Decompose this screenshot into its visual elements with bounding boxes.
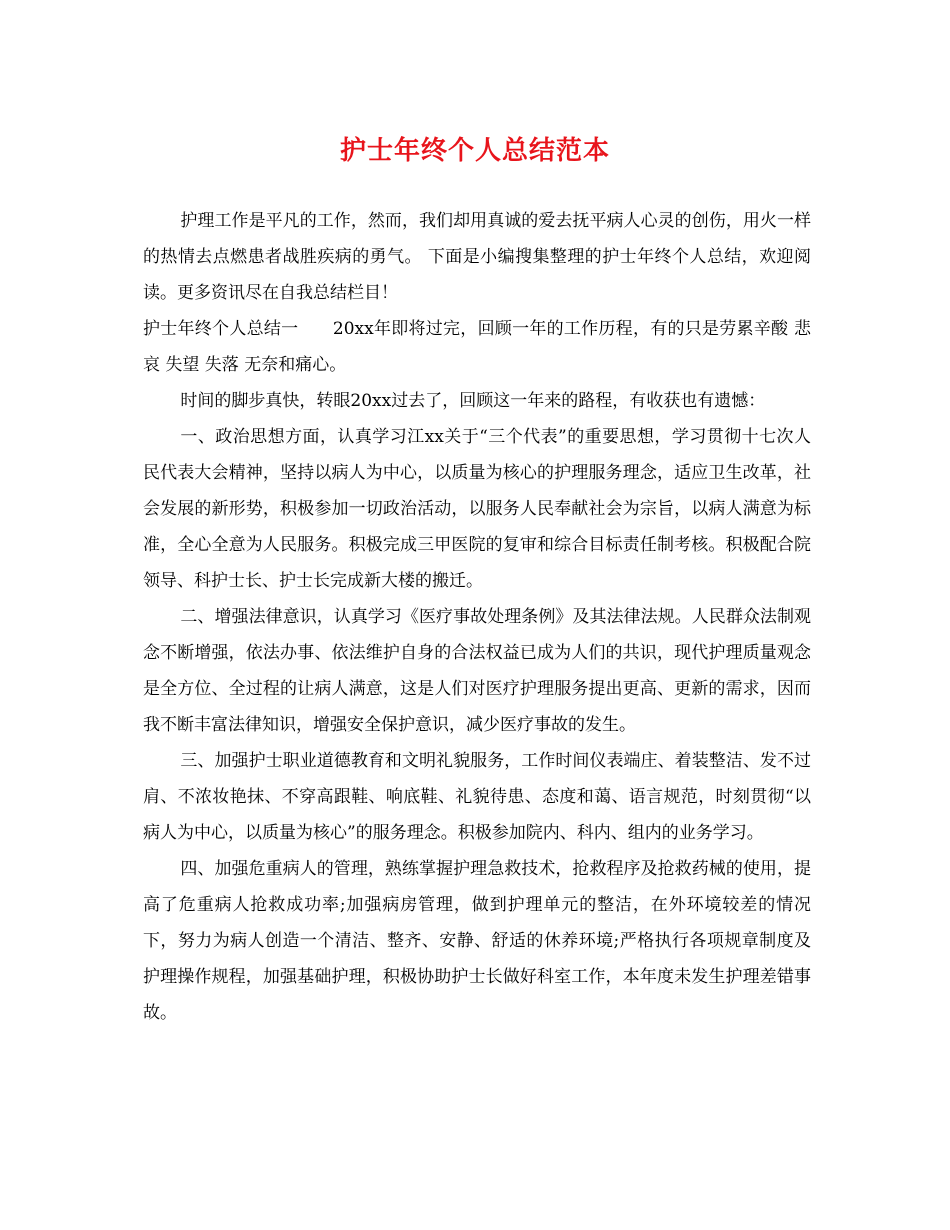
paragraph: 三、加强护士职业道德教育和文明礼貌服务，工作时间仪表端庄、着装整洁、发不过肩、不浓妆艳抹、不穿高跟鞋、响底鞋、礼貌待患、态度和蔼、语言规范，时刻贯彻“以病人为中心，以质量为核心”的服务理念。积极参加院内、科内、组内的业务学习。 <box>143 751 811 843</box>
paragraph: 护理工作是平凡的工作，然而，我们却用真诚的爱去抚平病人心灵的创伤，用火一样的热情去点燃患者战胜疾病的勇气。 下面是小编搜集整理的护士年终个人总结，欢迎阅读。更多资讯尽在自我总结栏目！ <box>143 211 811 303</box>
paragraph: 二、增强法律意识，认真学习《医疗事故处理条例》及其法律法规。人民群众法制观念不断增强，依法办事、依法维护自身的合法权益已成为人们的共识，现代护理质量观念是全方位、全过程的让病人满意，这是人们对医疗护理服务提出更高、更新的需求，因而我不断丰富法律知识，增强安全保护意识，减少医疗事故的发生。 <box>143 607 811 735</box>
paragraph: 一、政治思想方面，认真学习江xx关于“三个代表”的重要思想，学习贯彻十七次人民代表大会精神，坚持以病人为中心，以质量为核心的护理服务理念，适应卫生改革，社会发展的新形势，积极参加一切政治活动，以服务人民奉献社会为宗旨，以病人满意为标准，全心全意为人民服务。积极完成三甲医院的复审和综合目标责任制考核。积极配合院领导、科护士长、护士长完成新大楼的搬迁。 <box>143 427 811 591</box>
paragraph: 四、加强危重病人的管理，熟练掌握护理急救技术，抢救程序及抢救药械的使用，提高了危重病人抢救成功率;加强病房管理，做到护理单元的整洁，在外环境较差的情况下，努力为病人创造一个清洁、整齐、安静、舒适的休养环境;严格执行各项规章制度及护理操作规程，加强基础护理，积极协助护士长做好科室工作，本年度未发生护理差错事故。 <box>143 859 811 1023</box>
document-body <box>143 203 811 1031</box>
paragraph: 护士年终个人总结一 20xx年即将过完，回顾一年的工作历程，有的只是劳累辛酸 悲哀 失望 失落 无奈和痛心。 <box>143 319 811 375</box>
paragraph: 时间的脚步真快，转眼20xx过去了，回顾这一年来的路程，有收获也有遗憾： <box>180 391 766 411</box>
document-title: 护士年终个人总结范本 <box>339 136 610 166</box>
